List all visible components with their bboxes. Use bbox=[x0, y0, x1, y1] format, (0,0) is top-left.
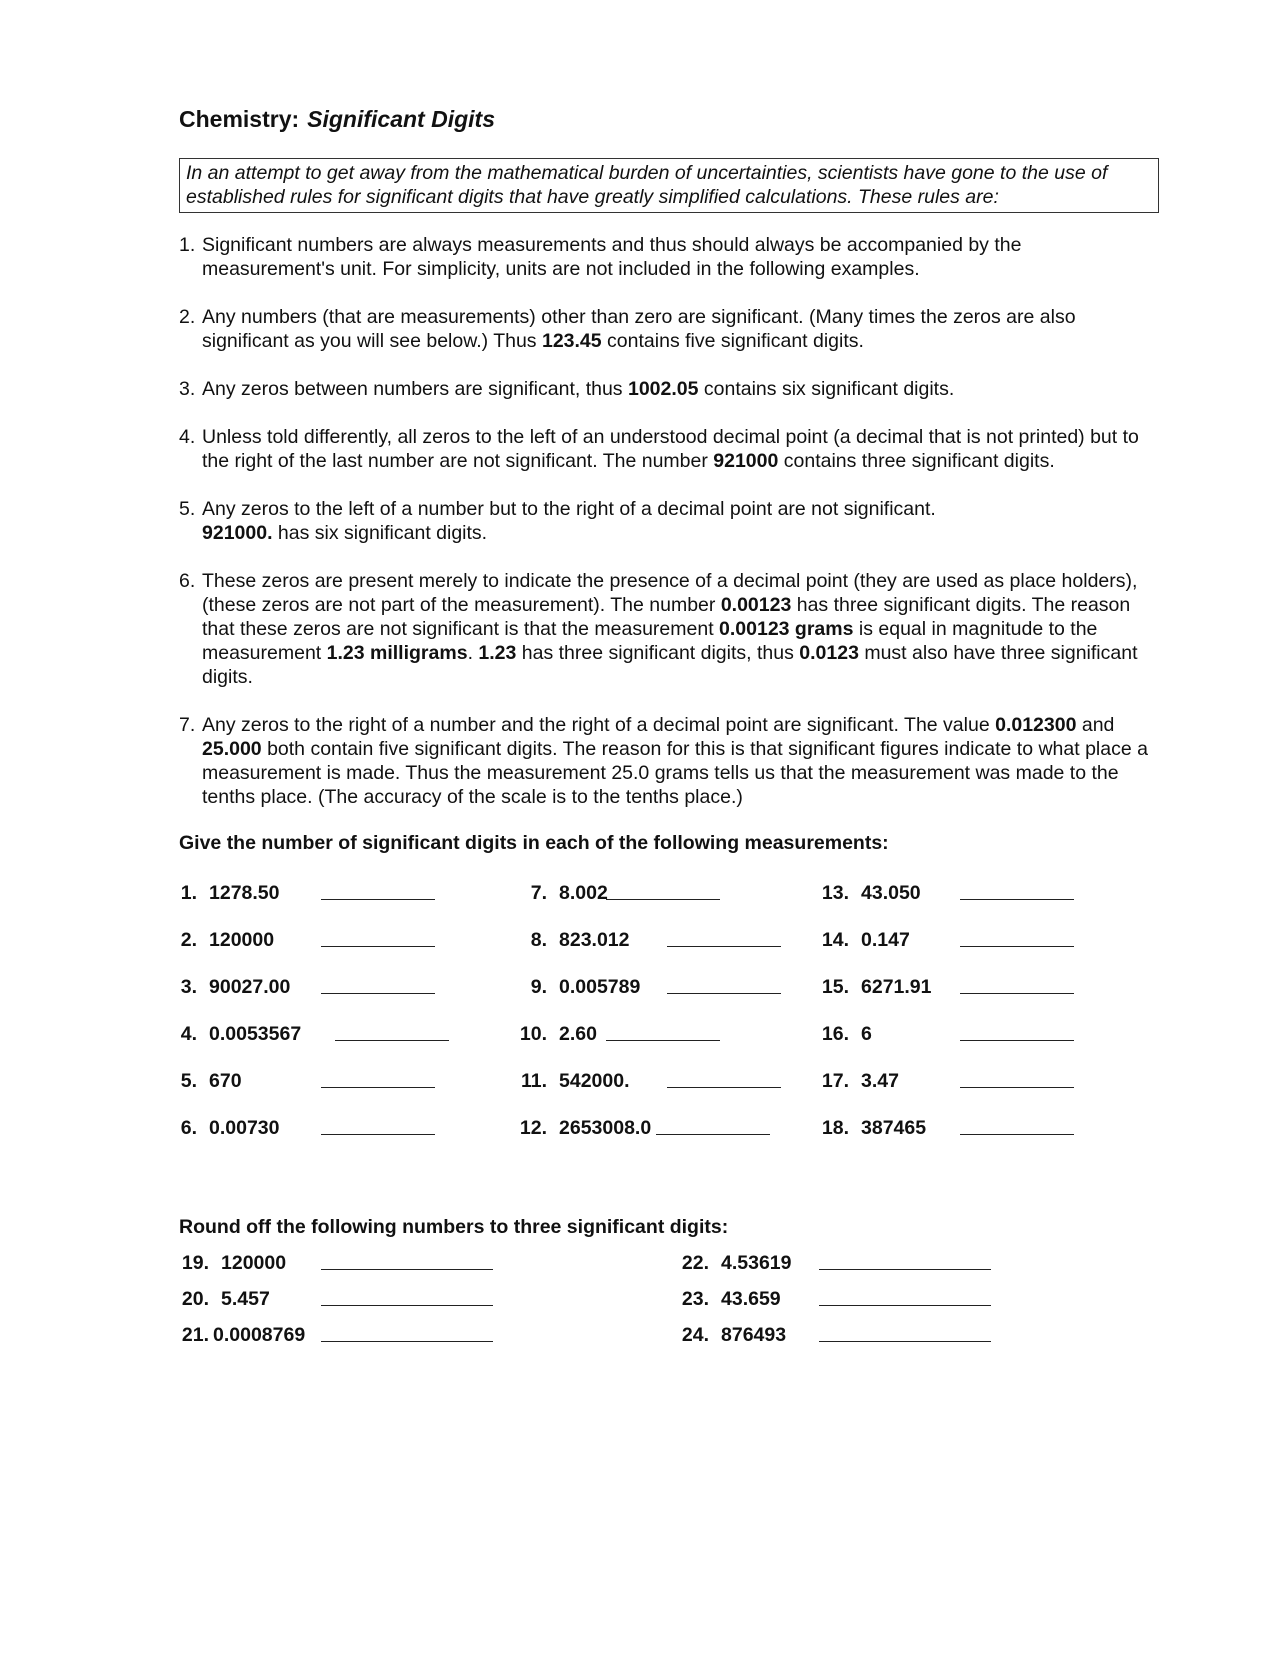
rule-emphasis: 25.000 bbox=[202, 738, 262, 760]
question-value: 876493 bbox=[721, 1324, 787, 1346]
question-item bbox=[179, 1116, 280, 1140]
question-number: 12. bbox=[519, 1117, 547, 1139]
answer-blank[interactable] bbox=[667, 928, 781, 947]
rule-text-part: must also have three significant digits. bbox=[202, 642, 1138, 688]
question-value: 5.457 bbox=[221, 1288, 270, 1310]
question-item bbox=[179, 975, 290, 999]
question-number: 24. bbox=[681, 1324, 709, 1346]
rule-item bbox=[179, 713, 1159, 809]
rule-number: 1. bbox=[179, 234, 196, 256]
rule-text bbox=[202, 497, 1159, 545]
question-number: 23. bbox=[681, 1288, 709, 1310]
rule-text-part: contains six significant digits. bbox=[698, 378, 955, 400]
answer-blank[interactable] bbox=[321, 928, 435, 947]
rule-item bbox=[179, 569, 1159, 689]
rule-text bbox=[202, 377, 1159, 401]
answer-blank[interactable] bbox=[667, 1069, 781, 1088]
answer-blank[interactable] bbox=[321, 975, 435, 994]
answer-blank[interactable] bbox=[321, 1251, 493, 1270]
rule-text-part: Any numbers (that are measurements) other than zero are significant. (Many times the zeros are also significant as you will see below.) Thus bbox=[202, 306, 1076, 352]
answer-blank[interactable] bbox=[960, 928, 1074, 947]
question-value: 120000 bbox=[209, 929, 275, 951]
answer-blank[interactable] bbox=[960, 1069, 1074, 1088]
rule-text bbox=[202, 233, 1159, 281]
question-value: 3.47 bbox=[861, 1070, 899, 1092]
answer-blank[interactable] bbox=[960, 1022, 1074, 1041]
rule-emphasis: 1.23 bbox=[478, 642, 517, 664]
section2-heading: Round off the following numbers to three significant digits: bbox=[179, 1216, 729, 1238]
question-item bbox=[679, 1287, 781, 1311]
rule-emphasis: 921000 bbox=[713, 450, 779, 472]
question-item bbox=[517, 1069, 630, 1093]
question-value: 120000 bbox=[221, 1252, 287, 1274]
rule-emphasis: 921000. bbox=[202, 522, 273, 544]
rule-item bbox=[179, 425, 1159, 473]
section2-questions bbox=[179, 1251, 1159, 1371]
rule-number: 5. bbox=[179, 498, 196, 520]
rules-list bbox=[179, 233, 1159, 809]
answer-blank[interactable] bbox=[335, 1022, 449, 1041]
rule-text bbox=[202, 713, 1159, 809]
page-title bbox=[179, 104, 1159, 138]
question-item bbox=[179, 1022, 301, 1046]
question-item bbox=[517, 1116, 651, 1140]
question-number: 19. bbox=[181, 1252, 209, 1274]
rule-item bbox=[179, 497, 1159, 545]
question-value: 6271.91 bbox=[861, 976, 932, 998]
question-number: 9. bbox=[530, 976, 547, 998]
answer-blank[interactable] bbox=[321, 1069, 435, 1088]
question-value: 0.00730 bbox=[209, 1117, 280, 1139]
answer-blank[interactable] bbox=[960, 881, 1074, 900]
question-item bbox=[179, 1287, 270, 1311]
answer-blank[interactable] bbox=[819, 1251, 991, 1270]
title-subtitle: Significant Digits bbox=[307, 106, 495, 132]
rule-text bbox=[202, 425, 1159, 473]
question-number: 18. bbox=[821, 1117, 849, 1139]
question-item bbox=[679, 1323, 786, 1347]
rule-text-part: and bbox=[1076, 714, 1115, 736]
question-number: 10. bbox=[519, 1023, 547, 1045]
question-number: 2. bbox=[180, 929, 197, 951]
rule-number: 3. bbox=[179, 378, 196, 400]
rule-emphasis: 1002.05 bbox=[627, 378, 699, 400]
answer-blank[interactable] bbox=[321, 1287, 493, 1306]
rule-item bbox=[179, 305, 1159, 353]
question-number: 6. bbox=[180, 1117, 197, 1139]
rule-text-part: These zeros are present merely to indicate the presence of a decimal point (they are used as place holders), (these zeros are not part of the measurement). The number bbox=[202, 570, 1138, 616]
question-item bbox=[517, 1022, 597, 1046]
question-number: 1. bbox=[180, 882, 197, 904]
rule-emphasis: 0.00123 grams bbox=[719, 618, 854, 640]
rule-text-part: Any zeros to the right of a number and the right of a decimal point are significant. The value bbox=[202, 714, 996, 736]
answer-blank[interactable] bbox=[960, 975, 1074, 994]
question-item bbox=[517, 928, 630, 952]
question-item bbox=[679, 1251, 792, 1275]
question-number: 8. bbox=[530, 929, 547, 951]
question-value: 2653008.0 bbox=[559, 1117, 652, 1139]
rule-text-part: contains three significant digits. bbox=[778, 450, 1055, 472]
question-item bbox=[819, 881, 921, 905]
rule-text-part: contains five significant digits. bbox=[601, 330, 864, 352]
answer-blank[interactable] bbox=[321, 1116, 435, 1135]
question-number: 11. bbox=[520, 1070, 547, 1092]
question-number: 21. bbox=[181, 1324, 209, 1346]
answer-blank[interactable] bbox=[819, 1287, 991, 1306]
rule-text-part: is equal in magnitude to the measurement bbox=[202, 618, 1098, 664]
intro-box: In an attempt to get away from the mathematical burden of uncertainties, scientists have gone to the use of established rules for significant digits that have greatly simplified calculations. These rules are: bbox=[179, 158, 1159, 213]
rule-item bbox=[179, 377, 1159, 401]
question-value: 823.012 bbox=[559, 929, 630, 951]
question-value: 1278.50 bbox=[209, 882, 280, 904]
rule-text-part: Any zeros between numbers are significant, thus bbox=[202, 378, 628, 400]
question-value: 6 bbox=[861, 1023, 872, 1045]
answer-blank[interactable] bbox=[667, 975, 781, 994]
question-number: 13. bbox=[821, 882, 849, 904]
rule-text-part: Unless told differently, all zeros to the left of an understood decimal point (a decimal that is not printed) but to the right of the last number are not significant. The number bbox=[202, 426, 1139, 472]
question-value: 670 bbox=[209, 1070, 242, 1092]
question-item bbox=[819, 928, 910, 952]
answer-blank[interactable] bbox=[321, 1323, 493, 1342]
question-number: 15. bbox=[821, 976, 849, 998]
question-item bbox=[179, 881, 280, 905]
rule-text-part: both contain five significant digits. The reason for this is that significant figures indicate to what place a measurement is made. Thus the measurement 25.0 grams tells us that the measurement was made to the tenths place. (The accuracy of the scale is to the tenths place.) bbox=[202, 738, 1148, 808]
question-item bbox=[179, 1069, 242, 1093]
question-value: 542000. bbox=[559, 1070, 630, 1092]
question-item bbox=[517, 975, 640, 999]
question-number: 7. bbox=[530, 882, 547, 904]
question-number: 3. bbox=[180, 976, 197, 998]
question-item bbox=[179, 928, 274, 952]
rule-text bbox=[202, 569, 1159, 689]
question-value: 8.002 bbox=[559, 882, 608, 904]
answer-blank[interactable] bbox=[656, 1116, 770, 1135]
rule-number: 7. bbox=[179, 714, 196, 736]
question-value: 43.659 bbox=[721, 1288, 781, 1310]
rule-emphasis: 1.23 milligrams bbox=[326, 642, 468, 664]
question-item bbox=[179, 1251, 286, 1275]
answer-blank[interactable] bbox=[960, 1116, 1074, 1135]
question-value: 0.0008769 bbox=[213, 1324, 306, 1346]
question-item bbox=[819, 1069, 899, 1093]
question-number: 22. bbox=[681, 1252, 709, 1274]
question-number: 14. bbox=[821, 929, 849, 951]
rule-number: 4. bbox=[179, 426, 196, 448]
answer-blank[interactable] bbox=[606, 1022, 720, 1041]
rule-text bbox=[202, 305, 1159, 353]
rule-text-part: has three significant digits, thus bbox=[516, 642, 800, 664]
rule-text-part: has six significant digits. bbox=[272, 522, 488, 544]
question-value: 2.60 bbox=[559, 1023, 597, 1045]
rule-item bbox=[179, 233, 1159, 281]
answer-blank[interactable] bbox=[606, 881, 720, 900]
rule-text-part: has three significant digits. The reason that these zeros are not significant is that the measurement bbox=[202, 594, 1131, 640]
question-item bbox=[819, 1116, 926, 1140]
answer-blank[interactable] bbox=[321, 881, 435, 900]
rule-text-part: Any zeros to the left of a number but to the right of a decimal point are not significant. bbox=[202, 498, 936, 520]
question-item bbox=[179, 1323, 305, 1347]
question-value: 4.53619 bbox=[721, 1252, 792, 1274]
question-number: 16. bbox=[821, 1023, 849, 1045]
question-value: 0.005789 bbox=[559, 976, 641, 998]
question-item bbox=[819, 1022, 872, 1046]
question-value: 0.0053567 bbox=[209, 1023, 302, 1045]
question-value: 387465 bbox=[861, 1117, 927, 1139]
question-number: 5. bbox=[180, 1070, 197, 1092]
question-value: 90027.00 bbox=[209, 976, 291, 998]
rule-number: 6. bbox=[179, 570, 196, 592]
question-value: 0.147 bbox=[861, 929, 910, 951]
section1-heading: Give the number of significant digits in each of the following measurements: bbox=[179, 832, 889, 854]
question-number: 4. bbox=[180, 1023, 197, 1045]
question-number: 20. bbox=[181, 1288, 209, 1310]
rule-text-part: Significant numbers are always measurements and thus should always be accompanied by the measurement's unit. For simplicity, units are not included in the following examples. bbox=[202, 234, 1022, 280]
rule-number: 2. bbox=[179, 306, 196, 328]
section1-questions bbox=[179, 881, 1159, 1181]
rule-emphasis: 123.45 bbox=[541, 330, 602, 352]
question-number: 17. bbox=[821, 1070, 849, 1092]
rule-text-part: . bbox=[467, 642, 479, 664]
question-value: 43.050 bbox=[861, 882, 921, 904]
question-item bbox=[819, 975, 932, 999]
rule-emphasis: 0.012300 bbox=[995, 714, 1077, 736]
title-main: Chemistry: bbox=[179, 106, 300, 132]
rule-emphasis: 0.0123 bbox=[799, 642, 859, 664]
question-item bbox=[517, 881, 608, 905]
answer-blank[interactable] bbox=[819, 1323, 991, 1342]
rule-emphasis: 0.00123 bbox=[720, 594, 792, 616]
worksheet-page bbox=[179, 104, 1159, 1371]
